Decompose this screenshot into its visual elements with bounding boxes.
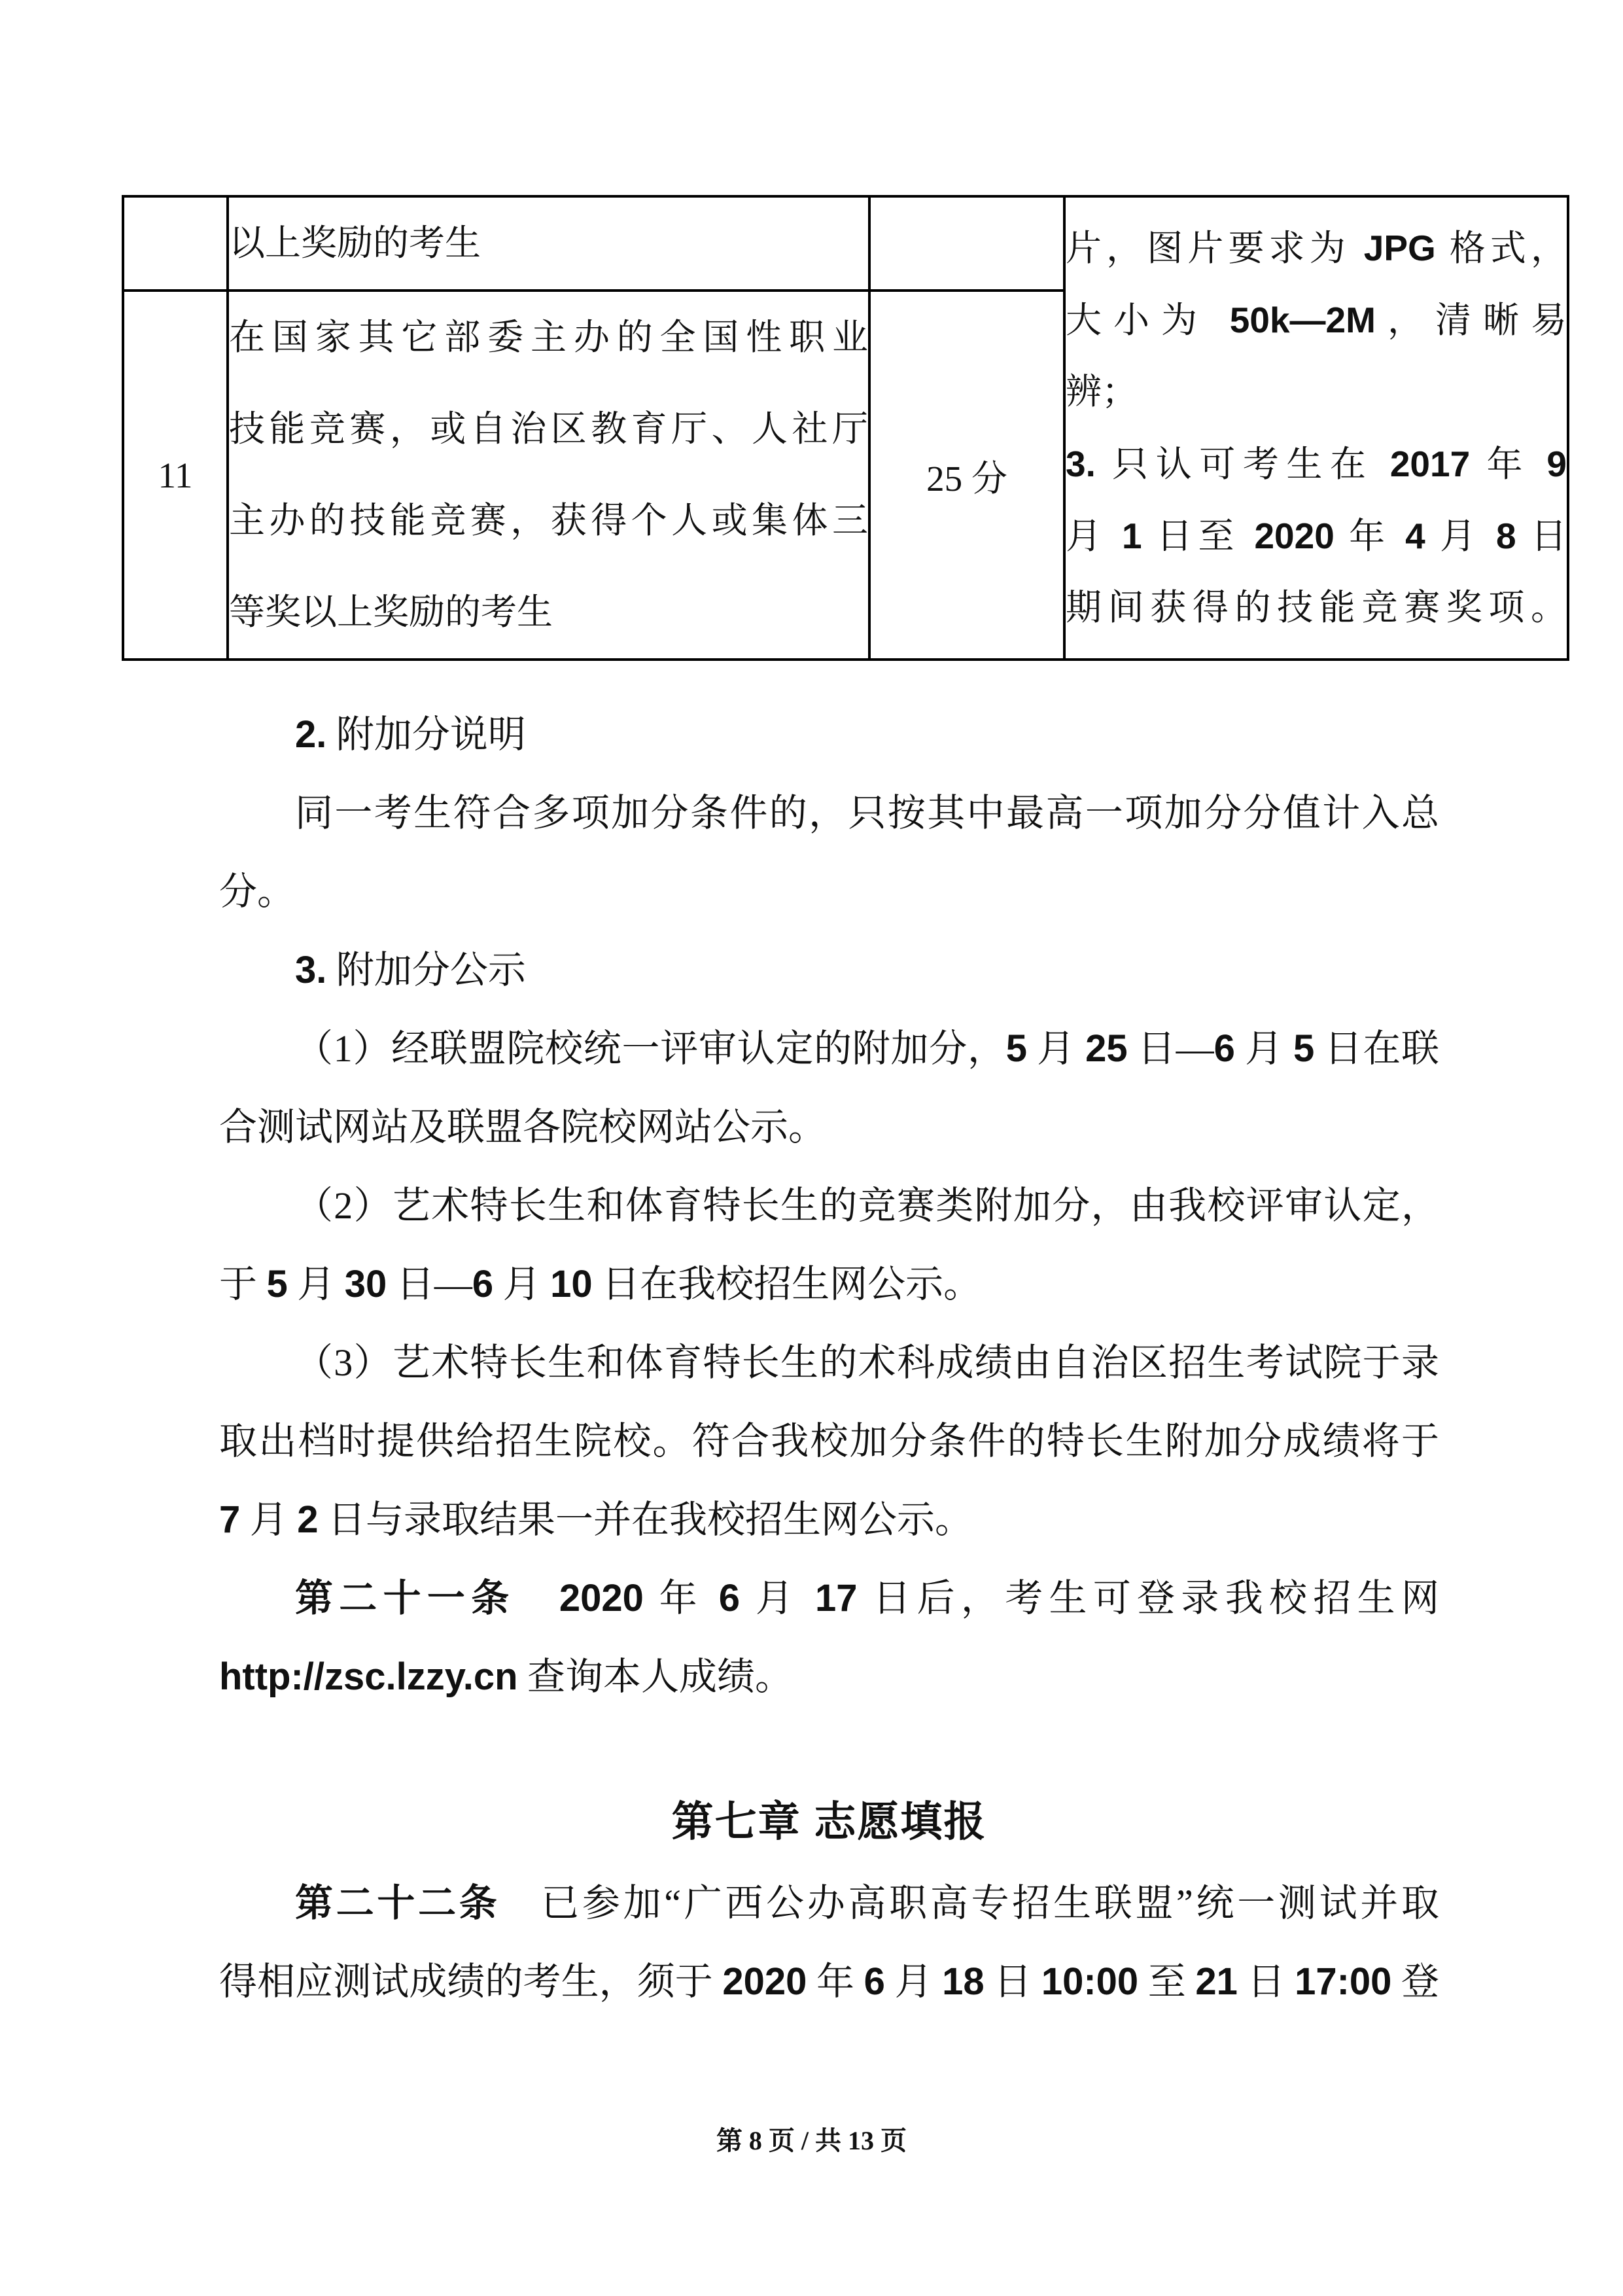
text-run: 技能竞赛，或自治区教育厅、人社厅 [229, 409, 868, 449]
text-run [515, 1577, 559, 1619]
row-number-cell [123, 196, 228, 291]
text-line: 以上奖励的考生 [229, 223, 481, 263]
text-run: 已参加“广西公办高职高专招生联盟”统一测试并取 [500, 1882, 1439, 1924]
criteria-cell [228, 196, 869, 291]
text-run: 期间获得的技能竞赛奖项。 [1066, 588, 1567, 627]
latin-run: 18 [942, 1960, 985, 2003]
text-run: ，清晰易 [1375, 300, 1567, 340]
text-run: 格式， [1435, 228, 1567, 268]
text-run: 年 [1334, 516, 1406, 556]
latin-run: 3. [1066, 444, 1096, 484]
text-run: 月 [1026, 1027, 1086, 1070]
latin-run: 5 [1293, 1027, 1315, 1070]
text-line [219, 1559, 1439, 1638]
text-run: 同一考生符合多项加分条件的，只按其中最高一项加分分值计入总 [295, 792, 1439, 834]
latin-run: http://zsc.lzzy.cn [219, 1655, 518, 1698]
text-line [219, 1638, 1439, 1716]
text-line [219, 853, 1439, 931]
text-run: 日与录取结果一并在我校招生网公示。 [318, 1498, 973, 1541]
bold-run: 第二十一条 [295, 1577, 515, 1619]
latin-run: 17 [814, 1577, 858, 1619]
text-run: 得相应测试成绩的考生，须于 [219, 1960, 723, 2003]
latin-run: 3. [295, 949, 327, 991]
text-run: 月 [884, 1960, 943, 2003]
text-line [1066, 428, 1567, 500]
text-run: 大小为 [1066, 300, 1230, 340]
text-run: 查询本人成绩。 [517, 1655, 794, 1698]
text-line [1066, 212, 1567, 284]
text-line [219, 1864, 1439, 1943]
text-line [219, 1245, 1439, 1324]
text-line [1066, 356, 1567, 428]
latin-run: 4 [1405, 516, 1425, 556]
text-run: 取出档时提供给招生院校。符合我校加分条件的特长生附加分成绩将于 [219, 1420, 1439, 1462]
latin-run: 2 [297, 1498, 319, 1541]
text-line [219, 696, 1439, 774]
latin-run: 25 [1085, 1027, 1128, 1070]
table-row-previous [123, 196, 1568, 291]
text-run: 等奖以上奖励的考生 [229, 592, 553, 632]
text-run: 年 [1470, 444, 1547, 484]
text-run: 月 [493, 1263, 551, 1305]
text-run: 附加分公示 [326, 949, 526, 991]
text-run: 日— [387, 1263, 472, 1305]
text-run: 于 [219, 1263, 267, 1305]
text-run: 日至 [1142, 516, 1255, 556]
text-line [219, 931, 1439, 1010]
text-run: 日— [1127, 1027, 1214, 1070]
text-line [219, 774, 1439, 853]
latin-run: 30 [344, 1263, 387, 1305]
text-run: 合测试网站及联盟各院校网站公示。 [219, 1106, 827, 1148]
row-number-cell: 11 [123, 291, 228, 660]
text-run: 年 [807, 1960, 864, 2003]
text-run: 日 [984, 1960, 1041, 2003]
text-run: 月 [1066, 516, 1122, 556]
text-run: 年 [643, 1577, 719, 1619]
bold-run: 第七章 志愿填报 [671, 1798, 987, 1845]
latin-run: 2020 [559, 1577, 644, 1619]
text-run: 辨； [1066, 372, 1138, 412]
latin-run: 50k—2M [1229, 300, 1376, 340]
latin-run: 6 [1213, 1027, 1235, 1070]
text-run: 日 [1516, 516, 1567, 556]
criteria-cell [228, 291, 869, 660]
latin-run: 2020 [722, 1960, 807, 2003]
text-line [219, 1481, 1439, 1559]
text-line [219, 1402, 1439, 1481]
text-run: 日在联 [1314, 1027, 1439, 1070]
latin-run: 7 [219, 1498, 241, 1541]
text-run: 登 [1391, 1960, 1439, 2003]
text-run: （2）艺术特长生和体育特长生的竞赛类附加分，由我校评审认定， [295, 1184, 1439, 1227]
score-cell [869, 196, 1064, 291]
text-line [229, 567, 868, 658]
bonus-points-table [122, 195, 1569, 661]
text-run: 分。 [219, 870, 296, 913]
text-line [219, 1010, 1439, 1088]
latin-run: 6 [472, 1263, 494, 1305]
latin-run: 6 [864, 1960, 885, 2003]
latin-run: 1 [1121, 516, 1142, 556]
text-run: 附加分说明 [326, 713, 526, 756]
latin-run: 8 [1496, 516, 1516, 556]
body-text [219, 696, 1439, 2021]
latin-run: JPG [1363, 228, 1436, 268]
chapter-heading [219, 1779, 1439, 1864]
latin-run: 21 [1195, 1960, 1238, 2003]
text-run: 至 [1138, 1960, 1196, 2003]
text-line [219, 1324, 1439, 1402]
text-line [219, 1088, 1439, 1167]
latin-run: 5 [1005, 1027, 1027, 1070]
latin-run: 6 [718, 1577, 741, 1619]
text-line [1066, 572, 1567, 644]
text-run: （3）艺术特长生和体育特长生的术科成绩由自治区招生考试院于录 [295, 1341, 1439, 1384]
score-cell: 25 分 [869, 291, 1064, 660]
text-run: 月 [1234, 1027, 1294, 1070]
text-run: 日在我校招生网公示。 [592, 1263, 982, 1305]
latin-run: 9 [1546, 444, 1567, 484]
text-line [229, 475, 868, 567]
text-line [1066, 500, 1567, 572]
text-run: 日后，考生可登录我校招生网 [857, 1577, 1439, 1619]
text-run: 月 [1425, 516, 1496, 556]
page-number: 第 8 页 / 共 13 页 [716, 2126, 907, 2155]
text-line [219, 1167, 1439, 1245]
latin-run: 10:00 [1041, 1960, 1139, 2003]
text-line [1066, 284, 1567, 356]
text-run: 片，图片要求为 [1066, 228, 1364, 268]
text-run: 日 [1237, 1960, 1295, 2003]
text-run: 主办的技能竞赛，获得个人或集体三 [229, 501, 868, 540]
bold-run: 第二十二条 [295, 1882, 500, 1924]
text-line [229, 383, 868, 475]
latin-run: 2020 [1254, 516, 1335, 556]
text-line [229, 292, 868, 383]
text-run: （1）经联盟院校统一评审认定的附加分， [295, 1027, 1006, 1070]
text-line [219, 1943, 1439, 2021]
text-run: 在国家其它部委主办的全国性职业 [229, 317, 868, 357]
latin-run: 2017 [1389, 444, 1471, 484]
text-run: 月 [240, 1498, 298, 1541]
text-run: 月 [287, 1263, 345, 1305]
latin-run: 5 [266, 1263, 288, 1305]
latin-run: 17:00 [1295, 1960, 1392, 2003]
page-footer [0, 2120, 1623, 2157]
notes-cell [1064, 196, 1568, 660]
latin-run: 10 [550, 1263, 593, 1305]
text-run: 月 [740, 1577, 815, 1619]
text-run: 只认可考生在 [1095, 444, 1390, 484]
latin-run: 2. [295, 713, 327, 756]
